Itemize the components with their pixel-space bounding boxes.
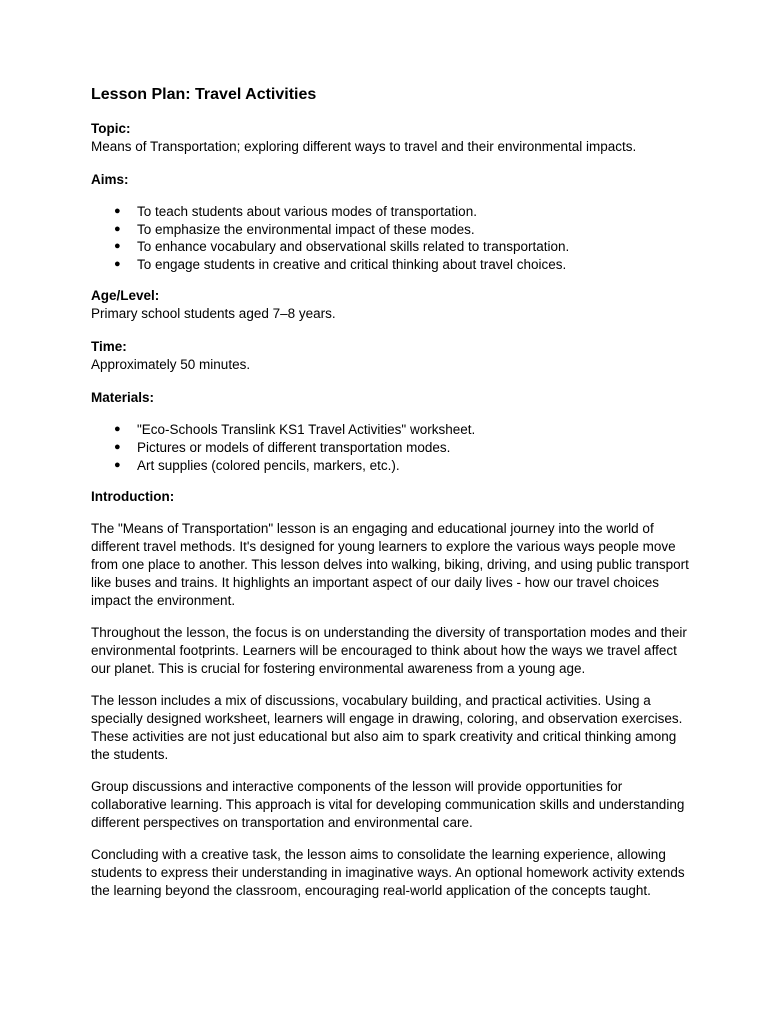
introduction-paragraph: The lesson includes a mix of discussions, vocabulary building, and practical activities. Using a specially designed worksheet, learners will engage in drawing, coloring, and observation exercises. These activities are not just educational but also aim to spark creativity and critical thinking among the students. <box>91 693 683 763</box>
document-title: Lesson Plan: Travel Activities <box>91 86 317 103</box>
materials-label: Materials: <box>91 390 155 406</box>
bullet-icon: ● <box>114 240 121 253</box>
bullet-icon: ● <box>114 423 121 436</box>
list-item <box>91 457 691 475</box>
list-item <box>91 256 691 274</box>
material-text: Pictures or models of different transportation modes. <box>137 439 451 455</box>
introduction-section <box>91 488 691 900</box>
time-text: Approximately 50 minutes. <box>91 357 251 373</box>
time-label: Time: <box>91 339 127 355</box>
aim-text: To emphasize the environmental impact of these modes. <box>137 221 475 237</box>
introduction-paragraph: Group discussions and interactive components of the lesson will provide opportunities for collaborative learning. This approach is vital for developing communication skills and understanding different perspectives on transportation and environmental care. <box>91 779 685 831</box>
age-label: Age/Level: <box>91 288 160 304</box>
age-section <box>91 287 691 323</box>
aims-list <box>91 203 691 273</box>
introduction-paragraph: The "Means of Transportation" lesson is an engaging and educational journey into the world of different travel methods. It's designed for young learners to explore the various ways people move from one place to another. This lesson delves into walking, biking, driving, and using public transport like buses and trains. It highlights an important aspect of our daily lives - how our travel choices impact the environment. <box>91 521 689 609</box>
time-section <box>91 338 691 374</box>
bullet-icon: ● <box>114 257 121 270</box>
aim-text: To teach students about various modes of transportation. <box>137 204 477 219</box>
introduction-paragraph: Throughout the lesson, the focus is on understanding the diversity of transportation modes and their environmental footprints. Learners will be encouraged to think about how the ways we travel affect our planet. This is crucial for fostering environmental awareness from a young age. <box>91 625 687 677</box>
bullet-icon: ● <box>114 458 121 471</box>
material-text: "Eco-Schools Translink KS1 Travel Activities" worksheet. <box>137 422 476 438</box>
aim-text: To enhance vocabulary and observational skills related to transportation. <box>137 239 570 255</box>
list-item <box>91 221 691 239</box>
materials-section <box>91 389 691 474</box>
aims-label: Aims: <box>91 172 129 187</box>
list-item <box>91 238 691 256</box>
list-item <box>91 439 691 457</box>
bullet-icon: ● <box>114 222 121 235</box>
list-item <box>91 203 691 221</box>
topic-section <box>91 120 691 156</box>
topic-label: Topic: <box>91 121 131 136</box>
aim-text: To engage students in creative and critical thinking about travel choices. <box>137 256 567 272</box>
aims-section <box>91 171 691 273</box>
age-text: Primary school students aged 7–8 years. <box>91 306 336 322</box>
document-page <box>91 84 691 914</box>
materials-list <box>91 421 691 474</box>
material-text: Art supplies (colored pencils, markers, etc.). <box>137 457 400 473</box>
list-item <box>91 421 691 439</box>
introduction-paragraph: Concluding with a creative task, the lesson aims to consolidate the learning experience, allowing students to express their understanding in imaginative ways. An optional homework activity extends the learning beyond the classroom, encouraging real-world application of the concepts taught. <box>91 847 685 899</box>
bullet-icon: ● <box>114 440 121 453</box>
introduction-label: Introduction: <box>91 489 175 505</box>
topic-text: Means of Transportation; exploring different ways to travel and their environmental impacts. <box>91 139 637 154</box>
bullet-icon: ● <box>114 205 121 217</box>
